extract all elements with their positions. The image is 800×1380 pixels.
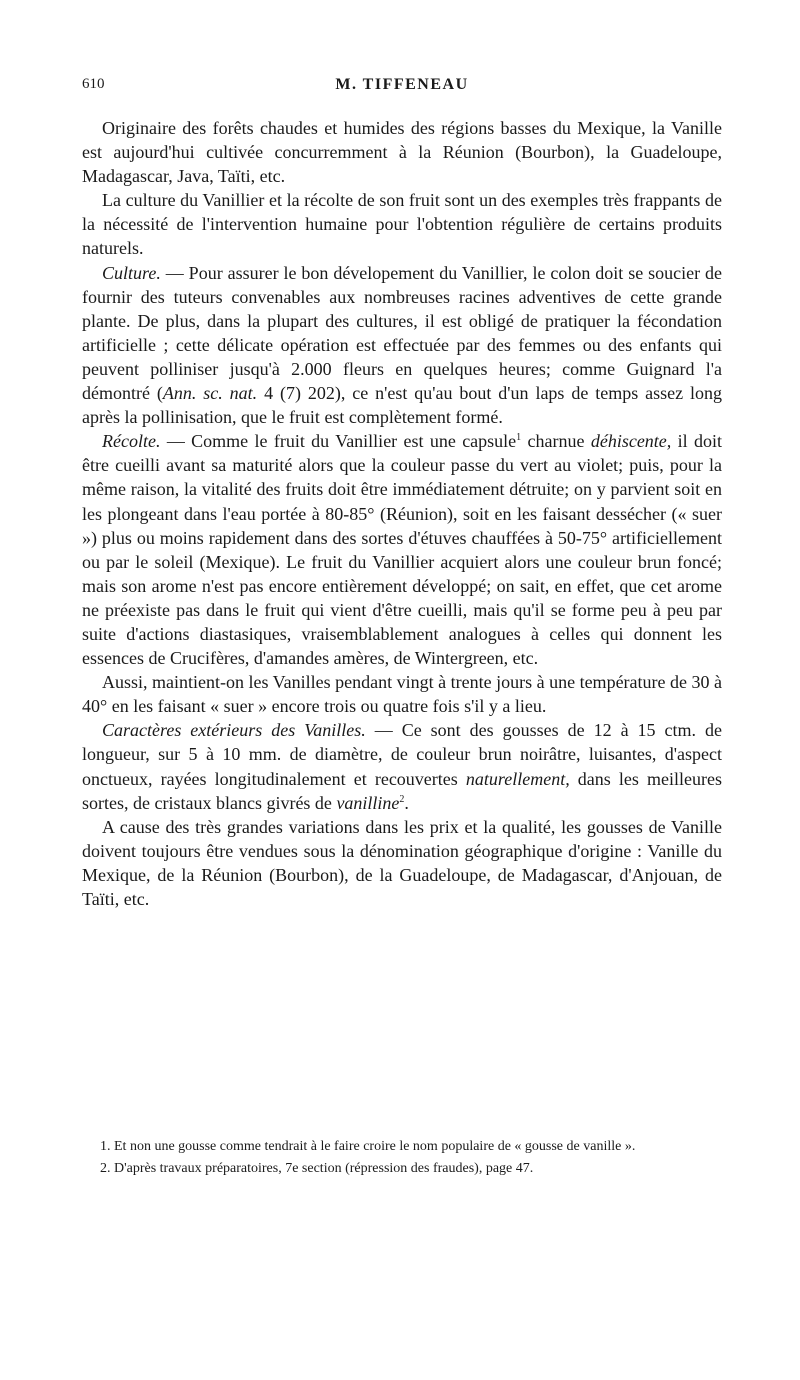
term-naturellement: naturellement, <box>465 768 570 789</box>
paragraph-suer: Aussi, maintient-on les Vanilles pendant vingt à trente jours à une température de 30 à 40° en les faisant « suer » encore trois ou quatre fois s'il y a lieu. <box>82 672 722 717</box>
recolte-text-b: charnue <box>521 431 591 452</box>
footnote-marker-2: 2 <box>399 793 405 805</box>
body-text <box>82 116 722 911</box>
culture-text-a: — Pour assurer le bon dévelopement du Vanillier, le colon doit se soucier de fournir des tuteurs convenables aux nombreuses racines adventives de cette grande plante. De plus, dans la plupart des cultures, il est obligé de pratiquer la fécondation artificielle ; cette délicate opération est effectuée par des femmes ou des enfants qui peuvent polliniser jusqu'à 2.000 fleurs en quelques heures; comme Guignard l'a démontré ( <box>82 262 722 404</box>
paragraph-recolte <box>82 429 722 670</box>
footnote-marker-1: 1 <box>516 432 522 444</box>
recolte-text-a: — Comme le fruit du Vanillier est une capsule <box>160 431 517 452</box>
paragraph-origin: Originaire des forêts chaudes et humides des régions basses du Mexique, la Vanille est aujourd'hui cultivée concurremment à la Réunion (Bourbon), la Guadeloupe, Madagascar, Java, Taïti, etc. <box>82 118 722 187</box>
footnote-1: 1. Et non une gousse comme tendrait à le faire croire le nom populaire de « gousse de vanille ». <box>100 1139 636 1154</box>
term-vanilline: vanilline <box>336 792 400 813</box>
paragraph-intro: La culture du Vanillier et la récolte de son fruit sont un des exemples très frappants de la nécessité de l'intervention humaine pour l'obtention régulière de certains produits naturels. <box>82 190 722 259</box>
running-head: M. TIFFENEAU <box>335 76 469 93</box>
recolte-text-c: il doit être cueilli avant sa maturité alors que la couleur passe du vert au violet; puis, pour la même raison, la vitalité des fruits doit être immédiatement détruite; on y parvient soit en les plongeant dans l'eau portée à 80-85° (Réunion), soit en les faisant dessécher (« suer ») plus ou moins rapidement dans des sortes d'étuves chauffées à 50-75° artificiellement ou par le soleil (Mexique). Le fruit du Vanillier acquiert alors une couleur brun foncé; mais son arome n'est pas encore entièrement développé; on sait, en effet, que cet arome ne préexiste pas dans le fruit qui vient d'être cueilli, mais qu'il se forme peu à peu par suite d'actions diastasiques, vraisemblablement analogues à celles qui donnent les essences de Crucifères, d'amandes amères, de Wintergreen, etc. <box>82 431 722 669</box>
culture-text-b: 4 (7) 202), ce n'est qu'au bout d'un laps de temps assez long après la pollinisation, que le fruit est complètement formé. <box>82 383 722 428</box>
caracteres-text-b: dans les meilleures sortes, de cristaux blancs givrés de <box>82 768 722 813</box>
footnote-2: 2. D'après travaux préparatoires, 7e section (répression des fraudes), page 47. <box>100 1161 534 1176</box>
section-label-caracteres: Caractères extérieurs des Vanilles. <box>102 720 366 741</box>
footnotes <box>82 1136 722 1180</box>
caracteres-text-a: — Ce sont des gousses de 12 à 15 ctm. de longueur, sur 5 à 10 mm. de diamètre, de couleur brun noirâtre, luisantes, d'aspect onctueux, rayées longitudinalement et recouvertes <box>82 720 722 789</box>
paragraph-culture <box>82 261 722 430</box>
section-label-culture: Culture. <box>102 262 161 283</box>
caracteres-text-c: . <box>404 792 409 813</box>
page-header <box>82 76 722 100</box>
paragraph-commerce: A cause des très grandes variations dans les prix et la qualité, les gousses de Vanille doivent toujours être vendues sous la dénomination géographique d'origine : Vanille du Mexique, de la Réunion (Bourbon), de la Guadeloupe, de Madagascar, d'Anjouan, de Taïti, etc. <box>82 816 722 909</box>
paragraph-caracteres <box>82 718 722 814</box>
citation-reference: Ann. sc. nat. <box>162 383 258 404</box>
term-dehiscente: déhiscente, <box>590 431 672 452</box>
section-label-recolte: Récolte. <box>102 431 161 452</box>
page-number: 610 <box>82 76 105 92</box>
